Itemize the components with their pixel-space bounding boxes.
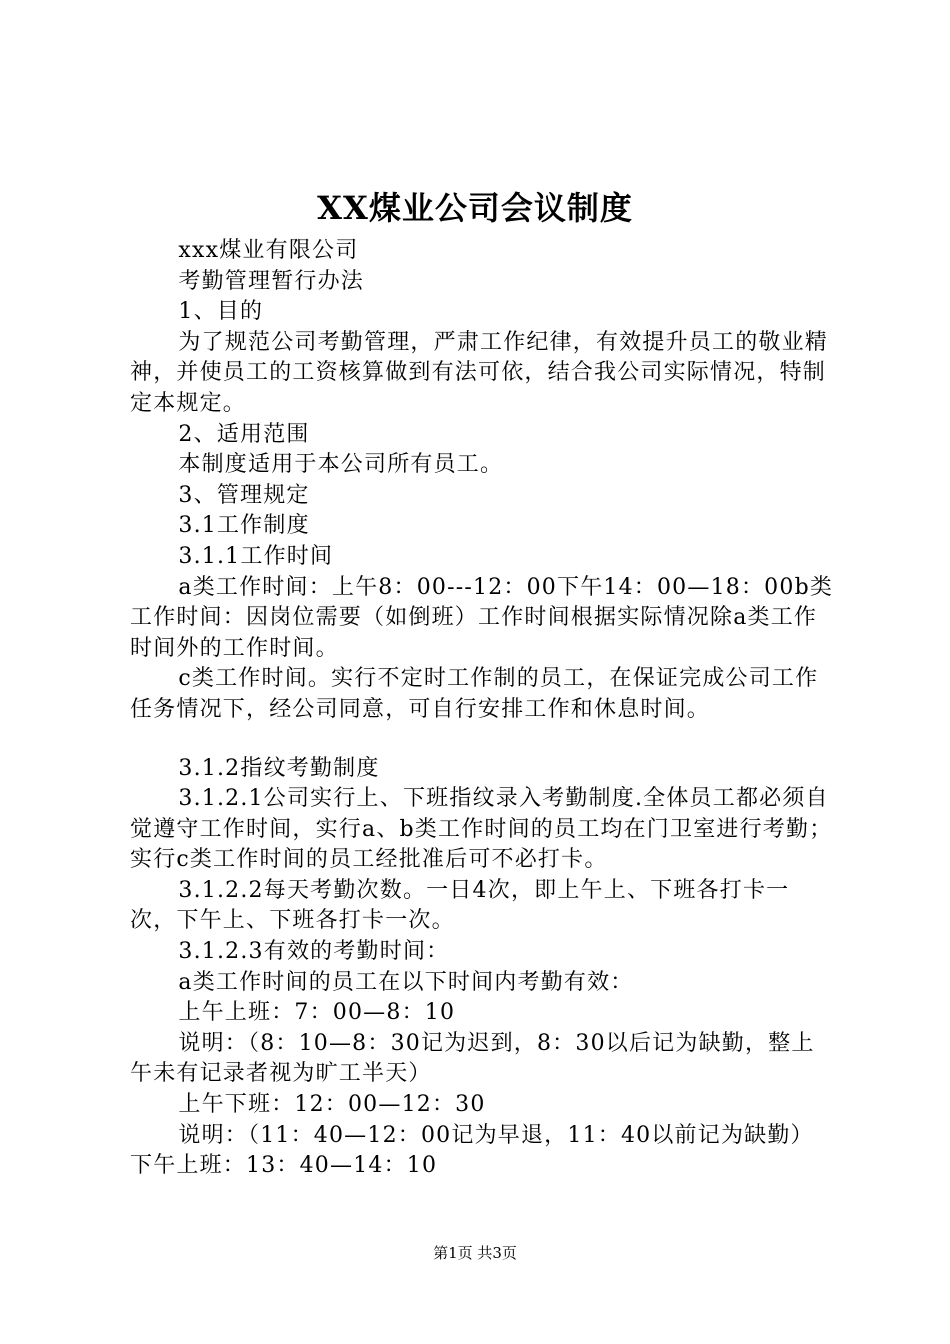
paragraph-scope: 本制度适用于本公司所有员工。: [178, 452, 504, 478]
paragraph-morning-end-note: 说明：（11：40—12：00记为早退，11：40以前记为缺勤）下午上班：13：40—14：10: [130, 1122, 814, 1179]
paragraph-heading-work-time: 3.1.1工作时间: [178, 543, 334, 569]
paragraph-morning-end: 上午下班：12：00—12：30: [178, 1092, 486, 1118]
paragraph-morning-start-note: 说明：（8：10—8：30记为迟到，8：30以后记为缺勤，整上午未有记录者视为旷工半天）: [130, 1030, 815, 1087]
paragraph-company: xxx煤业有限公司: [178, 238, 359, 263]
paragraph-work-time-ab: a类工作时间：上午8：00---12：00下午14：00—18：00b类工作时间：因岗位需要（如倒班）工作时间根据实际情况除a类工作时间外的工作时间。: [130, 574, 834, 661]
paragraph-daily-count: 3.1.2.2每天考勤次数。一日4次，即上午上、下班各打卡一次，下午上、下班各打卡一次。: [130, 877, 790, 934]
paragraph-heading-rules: 3、管理规定: [178, 482, 310, 508]
paragraph-purpose: 为了规范公司考勤管理，严肃工作纪律，有效提升员工的敬业精神，并使员工的工资核算做到有法可依，结合我公司实际情况，特制定本规定。: [130, 329, 828, 416]
paragraph-work-time-c: c类工作时间。实行不定时工作制的员工，在保证完成公司工作任务情况下，经公司同意，可自行安排工作和休息时间。: [130, 666, 819, 722]
paragraph-heading-fingerprint: 3.1.2指纹考勤制度: [178, 755, 380, 781]
paragraph-subtitle: 考勤管理暂行办法: [178, 268, 364, 294]
paragraph-heading-scope: 2、适用范围: [178, 421, 310, 447]
document-body: [130, 236, 834, 1182]
paragraph-heading-valid-time: 3.1.2.3有效的考勤时间：: [178, 939, 450, 965]
page-footer: 第1页 共3页: [433, 1244, 517, 1262]
paragraph-heading-purpose: 1、目的: [178, 299, 264, 325]
document-title: XX煤业公司会议制度: [317, 189, 633, 227]
paragraph-heading-work-system: 3.1工作制度: [178, 513, 310, 539]
paragraph-valid-time-a: a类工作时间的员工在以下时间内考勤有效：: [178, 969, 634, 995]
paragraph-fingerprint-rule: 3.1.2.1公司实行上、下班指纹录入考勤制度.全体员工都必须自觉遵守工作时间，实行a、b类工作时间的员工均在门卫室进行考勤；实行c类工作时间的员工经批准后可不必打卡。: [130, 786, 833, 873]
paragraph-morning-start: 上午上班：7：00—8：10: [178, 1000, 456, 1026]
